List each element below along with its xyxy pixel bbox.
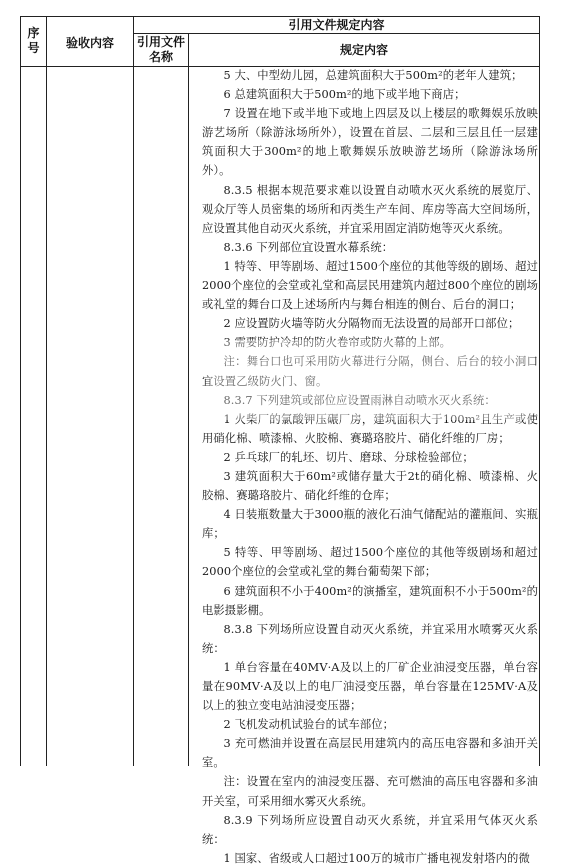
header-group-label: 引用文件规定内容 — [288, 18, 385, 32]
rule-paragraph: 1 火柴厂的氯酸钾压碾厂房，建筑面积大于100m²且生产或使用硝化棉、喷漆棉、火胶棉、赛璐珞胶片、硝化纤维的厂房； — [202, 412, 538, 445]
rule-paragraph: 4 日装瓶数量大于3000瓶的液化石油气储配站的灌瓶间、实瓶库； — [202, 508, 538, 541]
rule-paragraph: 3 建筑面积大于60m²或储存量大于2t的硝化棉、喷漆棉、火胶棉、赛璐珞胶片、硝化纤维的仓库； — [202, 469, 538, 503]
rule-paragraph: 1 单台容量在40MV·A及以上的厂矿企业油浸变压器，单台容量在90MV·A及以上的电厂油浸变压器，单台容量在125MV·A及以上的独立变电站油浸变压器； — [202, 660, 538, 713]
rule-paragraph: 8.3.9 下列场所应设置自动灭火系统，并宜采用气体灭火系统： — [202, 813, 538, 846]
col-divider-2 — [133, 16, 134, 766]
rule-paragraph: 8.3.8 下列场所应设置自动灭火系统，并宜采用水喷雾灭火系统： — [202, 622, 538, 655]
header-rule — [189, 43, 539, 58]
header-subdivider — [133, 33, 540, 34]
rule-paragraph: 5 特等、甲等剧场、超过1500个座位的其他等级剧场和超过2000个座位的会堂或礼堂的舞台葡萄架下部； — [202, 546, 538, 579]
rule-paragraph: 8.3.7 下列建筑或部位应设置雨淋自动喷水灭火系统： — [223, 393, 496, 407]
header-rule-label: 规定内容 — [339, 43, 388, 57]
rule-paragraph: 6 总建筑面积大于500m²的地下或半地下商店； — [223, 88, 466, 102]
rule-paragraph: 6 建筑面积不小于400m²的演播室，建筑面积不小于500m²的电影摄影棚。 — [202, 584, 538, 617]
rule-paragraph: 2 乒乓球厂的轧坯、切片、磨球、分球检验部位； — [223, 450, 474, 464]
rule-paragraph: 8.3.5 根据本规范要求难以设置自动喷水灭火系统的展览厅、观众厅等人员密集的场所和丙类生产车间、库房等高大空间场所，应设置其他自动灭火系统，并宜采用固定消防炮等灭火系统。 — [202, 183, 538, 235]
table-border-top — [20, 16, 540, 17]
rule-paragraph: 2 应设置防火墙等防火分隔物而无法设置的局部开口部位； — [223, 317, 520, 331]
col-divider-3 — [188, 33, 189, 766]
header-item — [47, 36, 133, 51]
rule-paragraph: 7 设置在地下或半地下或地上四层及以上楼层的歌舞娱乐放映游艺场所（除游泳场所外），设置在首层、二层和三层且任一层建筑面积大于300m²的地上歌舞娱乐放映游艺场所（除游泳场所外）。 — [202, 107, 538, 178]
rule-content — [202, 66, 538, 868]
rule-paragraph: 注：舞台口也可采用防火幕进行分隔，侧台、后台的较小洞口宜设置乙级防火门、窗。 — [202, 355, 538, 388]
header-item-label: 验收内容 — [65, 36, 114, 50]
rule-paragraph: 3 充可燃油并设置在高层民用建筑内的高压电容器和多油开关室。 — [202, 737, 538, 770]
header-group — [134, 18, 539, 33]
rule-paragraph: 注：设置在室内的油浸变压器、充可燃油的高压电容器和多油开关室，可采用细水雾灭火系统。 — [202, 775, 538, 808]
rule-paragraph: 5 大、中型幼儿园，总建筑面积大于500m²的老年人建筑； — [223, 69, 523, 82]
header-file — [134, 35, 188, 65]
rule-paragraph: 8.3.6 下列部位宜设置水幕系统： — [223, 240, 394, 254]
rule-paragraph: 1 国家、省级或人口超过100万的城市广播电视发射塔内的微 — [223, 851, 530, 865]
rule-paragraph: 2 飞机发动机试验台的试车部位； — [223, 718, 395, 732]
rule-paragraph: 3 需要防护冷却的防火卷帘或防火幕的上部。 — [223, 336, 451, 350]
header-index — [21, 26, 46, 56]
header-index-label: 序号 — [27, 26, 40, 55]
header-file-label: 引用文件名称 — [137, 35, 186, 64]
col-divider-1 — [46, 16, 47, 766]
table-border-left — [20, 16, 21, 766]
rule-paragraph: 1 特等、甲等剧场、超过1500个座位的其他等级的剧场、超过2000个座位的会堂或礼堂和高层民用建筑内超过800个座位的剧场或礼堂的舞台口及上述场所内与舞台相连的侧台、后台的洞口； — [202, 259, 538, 312]
table-border-right — [539, 16, 540, 766]
